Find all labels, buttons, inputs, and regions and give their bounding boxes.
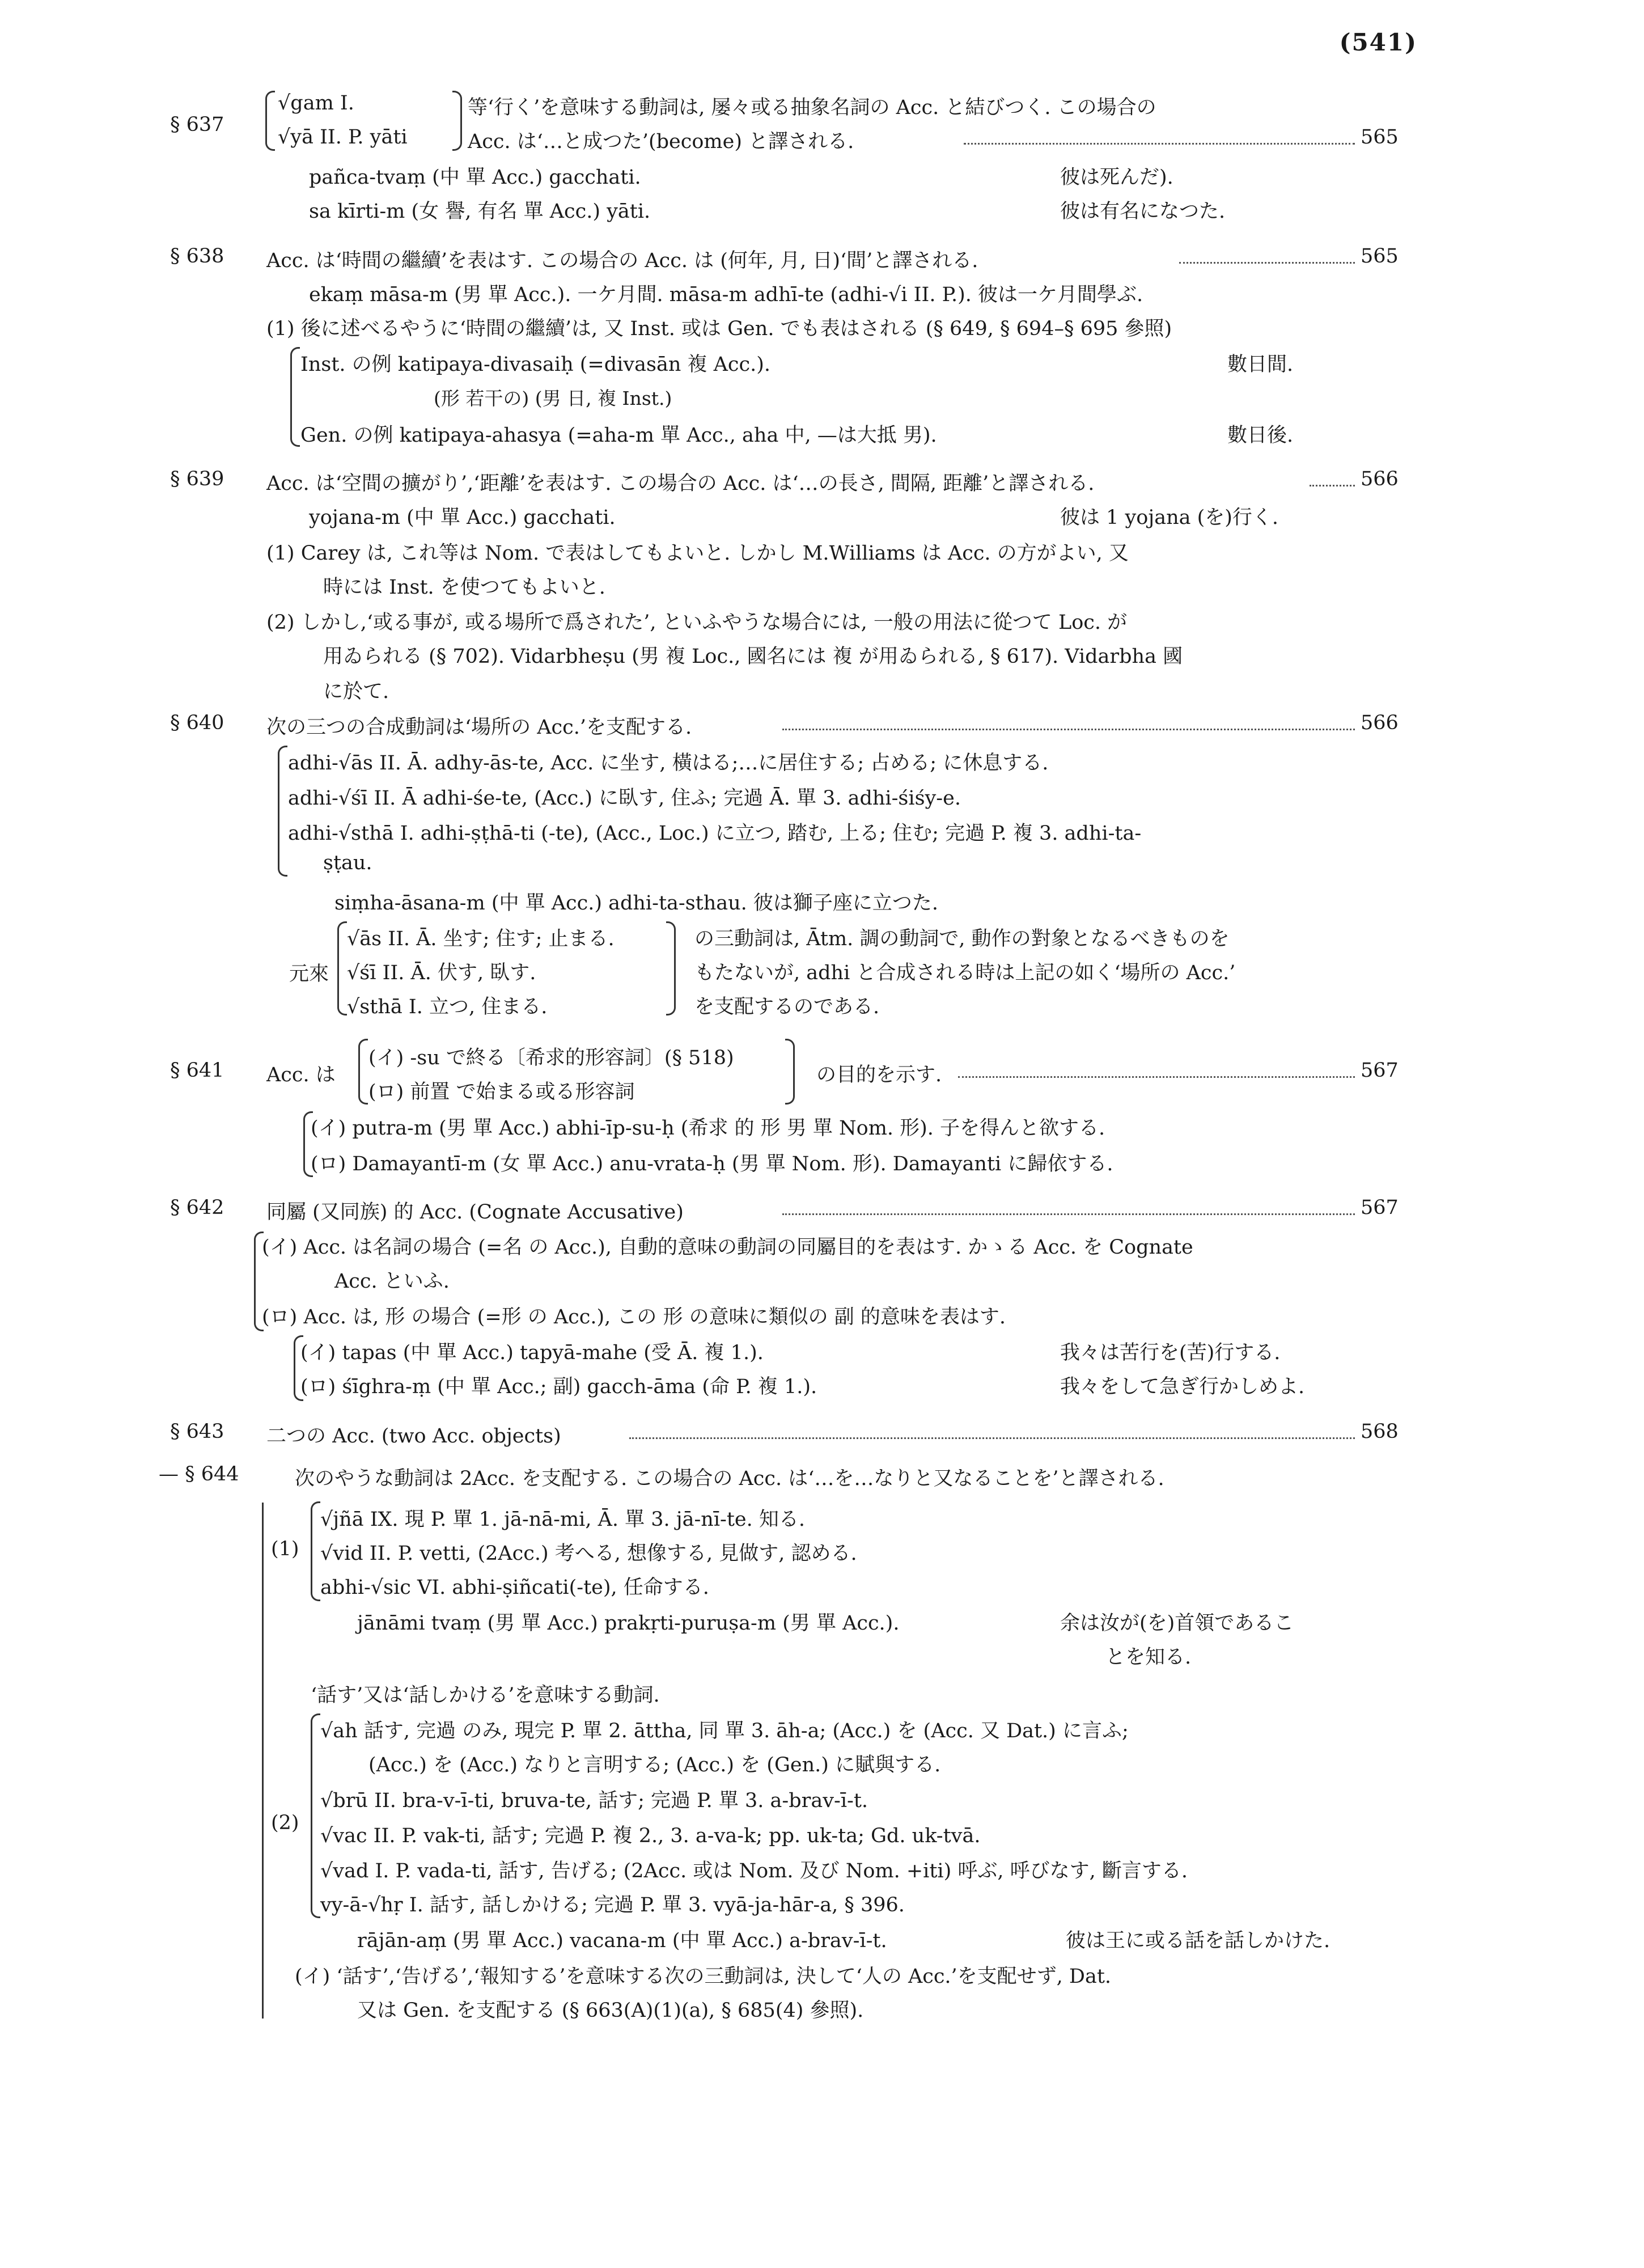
- page-number: (541): [1339, 28, 1417, 56]
- leader-dots: [1179, 262, 1355, 264]
- leader-dots: [964, 143, 1355, 145]
- verb-entry: adhi-√ās II. Ā. adhy-ās-te, Acc. に坐す, 橫はる;…に居住する; 占める; に休息する.: [288, 752, 1049, 775]
- note: (1) Carey は, これ等は Nom. で表はしてもよいと. しかし M.Williams は Acc. の方がよい, 又: [266, 542, 1129, 565]
- section-642-number: § 642: [170, 1196, 224, 1219]
- page-ref: 567: [1361, 1196, 1399, 1219]
- section-638-number: § 638: [170, 245, 224, 268]
- example: (ロ) śīghra-ṃ (中 單 Acc.; 副) gacch-āma (命 P. 複 1.).: [300, 1376, 817, 1398]
- note: (1) 後に述べるやうに‘時間の繼續’は, 又 Inst. 或は Gen. でも表はされる (§ 649, § 694–§ 695 參照): [266, 318, 1172, 340]
- example: ekaṃ māsa-m (男 單 Acc.). 一ケ月間. māsa-m adhī-te (adhi-√i II. P.). 彼は一ケ月間學ぶ.: [309, 284, 1143, 306]
- note: 時には Inst. を使つてもよいと.: [323, 576, 605, 599]
- brace: [785, 1039, 795, 1105]
- example: (イ) tapas (中 單 Acc.) tapyā-mahe (受 Ā. 複 1.).: [300, 1342, 764, 1364]
- leader-dots: [958, 1076, 1355, 1078]
- verb-entry: √ās II. Ā. 坐す; 住す; 止まる.: [347, 928, 615, 950]
- translation: 彼は王に或る話を話しかけた.: [1066, 1930, 1331, 1952]
- section-644-number: — § 644: [159, 1463, 239, 1486]
- example: siṃha-āsana-m (中 單 Acc.) adhi-ta-sthau. 彼は獅子座に立つた.: [334, 892, 939, 915]
- translation: 我々は苦行を(苦)行する.: [1060, 1342, 1281, 1364]
- note: (イ) ‘話す’,‘告げる’,‘報知する’を意味する次の三動詞は, 決して‘人の Acc.’を支配せず, Dat.: [295, 1965, 1112, 1988]
- verb-gam: √gam I.: [278, 92, 354, 115]
- brace: [452, 91, 462, 151]
- leader-dots: [782, 729, 1355, 730]
- verb-ya: √yā II. P. yāti: [278, 126, 408, 149]
- note: 又は Gen. を支配する (§ 663(A)(1)(a), § 685(4) 參照).: [357, 1999, 864, 2022]
- item: (イ) -su で終る〔希求的形容詞〕(§ 518): [368, 1047, 734, 1069]
- brace: [265, 91, 275, 151]
- brace: [311, 1713, 320, 1918]
- leader-dots: [782, 1213, 1355, 1215]
- item: Acc. といふ.: [334, 1270, 450, 1293]
- example: sa kīrti-m (女 譽, 有名 單 Acc.) yāti.: [309, 200, 651, 223]
- brace: [290, 347, 300, 447]
- translation: 數日後.: [1227, 424, 1294, 447]
- margin-bar: [262, 1503, 264, 2019]
- verb-entry: abhi-√sic VI. abhi-ṣiñcati(-te), 任命する.: [320, 1576, 709, 1599]
- leader-dots: [629, 1437, 1355, 1439]
- verb-entry: √vad I. P. vada-ti, 話す, 告げる; (2Acc. 或は Nom. 及び Nom. +iti) 呼ぶ, 呼びなす, 斷言する.: [320, 1860, 1188, 1882]
- translation: とを知る.: [1105, 1646, 1192, 1669]
- page-ref: 566: [1361, 468, 1399, 490]
- example: jānāmi tvaṃ (男 單 Acc.) prakṛti-puruṣa-m (男 單 Acc.).: [357, 1612, 900, 1635]
- subheading: ‘話す’又は‘話しかける’を意味する動詞.: [311, 1684, 660, 1707]
- page-ref: 566: [1361, 712, 1399, 734]
- section-637-number: § 637: [170, 113, 224, 136]
- verb-entry: adhi-√sthā I. adhi-ṣṭhā-ti (-te), (Acc., Loc.) に立つ, 踏む, 上る; 住む; 完過 P. 複 3. adhi-ta-: [288, 822, 1142, 845]
- verb-entry: √vid II. P. vetti, (2Acc.) 考へる, 想像する, 見做す, 認める.: [320, 1542, 857, 1565]
- translation: 數日間.: [1227, 353, 1294, 376]
- section-640-line1: 次の三つの合成動詞は‘場所の Acc.’を支配する.: [266, 716, 692, 739]
- verb-entry: (Acc.) を (Acc.) なりと言明する; (Acc.) を (Gen.) に賦與する.: [368, 1754, 941, 1776]
- gloss: (形 若干の) (男 日, 複 Inst.): [434, 387, 672, 409]
- section-643-line1: 二つの Acc. (two Acc. objects): [266, 1425, 561, 1448]
- example: Inst. の例 katipaya-divasaiḥ (=divasān 複 Acc.).: [300, 353, 770, 376]
- section-643-number: § 643: [170, 1420, 224, 1443]
- note: もたないが, adhi と合成される時は上記の如く‘場所の Acc.’: [694, 962, 1236, 984]
- verb-entry: √sthā I. 立つ, 住まる.: [347, 996, 548, 1018]
- page-ref: 565: [1361, 126, 1399, 149]
- verb-entry: adhi-√śī II. Ā adhi-śe-te, (Acc.) に臥す, 住ふ; 完過 Ā. 單 3. adhi-śiśy-e.: [288, 787, 961, 810]
- section-641-tail: の目的を示す.: [816, 1064, 942, 1086]
- section-642-line1: 同屬 (又同族) 的 Acc. (Cognate Accusative): [266, 1201, 684, 1224]
- example: yojana-m (中 單 Acc.) gacchati.: [309, 506, 616, 529]
- translation: 彼は 1 yojana (を)行く.: [1060, 506, 1279, 529]
- note: (2) しかし,‘或る事が, 或る場所で爲された’, といふやうな場合には, 一般の用法に從つて Loc. が: [266, 611, 1128, 634]
- example: (イ) putra-m (男 單 Acc.) abhi-īp-su-ḥ (希求 的 形 男 單 Nom. 形). 子を得んと欲する.: [311, 1117, 1105, 1140]
- verb-entry: √ah 話す, 完過 のみ, 現完 P. 單 2. āttha, 同 單 3. āh-a; (Acc.) を (Acc. 又 Dat.) に言ふ;: [320, 1720, 1129, 1742]
- section-638-line1: Acc. は‘時間の繼續’を表はす. この場合の Acc. は (何年, 月, 日)‘間’と譯される.: [266, 249, 978, 272]
- page-ref: 567: [1361, 1059, 1399, 1082]
- section-637-line1: 等‘行く’を意味する動詞は, 屡々或る抽象名詞の Acc. と結びつく. この場合の: [468, 96, 1156, 119]
- brace: [337, 921, 347, 1015]
- note: を支配するのである.: [694, 996, 880, 1018]
- brace: [311, 1501, 320, 1601]
- translation: 余は汝が(を)首領であるこ: [1060, 1612, 1294, 1635]
- item: (イ) Acc. は名詞の場合 (=名 の Acc.), 自動的意味の動詞の同屬目的を表はす. かゝる Acc. を Cognate: [262, 1236, 1193, 1259]
- example: pañca-tvaṃ (中 單 Acc.) gacchati.: [309, 166, 641, 189]
- example: rājān-aṃ (男 單 Acc.) vacana-m (中 單 Acc.) a-brav-ī-t.: [357, 1930, 887, 1952]
- translation: 彼は死んだ).: [1060, 166, 1173, 189]
- note: 用ゐられる (§ 702). Vidarbheṣu (男 複 Loc., 國名には 複 が用ゐられる, § 617). Vidarbha 國: [323, 645, 1183, 668]
- verb-entry: √brū II. bra-v-ī-ti, bruva-te, 話す; 完過 P. 單 3. a-brav-ī-t.: [320, 1789, 868, 1812]
- label: 元來: [289, 963, 329, 985]
- brace: [278, 746, 287, 877]
- section-641-number: § 641: [170, 1059, 224, 1082]
- group-label: (2): [271, 1812, 299, 1834]
- page-ref: 565: [1361, 245, 1399, 268]
- item: (ロ) 前置 で始まる或る形容詞: [368, 1081, 635, 1103]
- note: に於て.: [323, 680, 389, 703]
- section-639-line1: Acc. は‘空間の擴がり’,‘距離’を表はす. この場合の Acc. は‘…の長さ, 間隔, 距離’と譯される.: [266, 472, 1095, 495]
- note: の三動詞は, Ātm. 調の動詞で, 動作の對象となるべきものを: [694, 928, 1230, 950]
- section-637-line2: Acc. は‘…と成つた’(become) と譯される.: [468, 130, 854, 153]
- group-label: (1): [271, 1538, 299, 1560]
- verb-entry: vy-ā-√hṛ I. 話す, 話しかける; 完過 P. 單 3. vyā-ja-hār-a, § 396.: [320, 1894, 905, 1916]
- item: (ロ) Acc. は, 形 の場合 (=形 の Acc.), この 形 の意味に類似の 副 的意味を表はす.: [262, 1306, 1006, 1328]
- example: Gen. の例 katipaya-ahasya (=aha-m 單 Acc., aha 中, —は大抵 男).: [300, 424, 937, 447]
- section-644-line1: 次のやうな動詞は 2Acc. を支配する. この場合の Acc. は‘…を…なりと又なることを’と譯される.: [295, 1467, 1164, 1490]
- example: (ロ) Damayantī-m (女 單 Acc.) anu-vrata-ḥ (男 單 Nom. 形). Damayanti に歸依する.: [311, 1153, 1113, 1175]
- section-641-lead: Acc. は: [266, 1064, 336, 1086]
- brace: [666, 921, 676, 1015]
- brace: [358, 1039, 368, 1105]
- verb-entry: √jñā IX. 現 P. 單 1. jā-nā-mi, Ā. 單 3. jā-nī-te. 知る.: [320, 1508, 806, 1531]
- verb-entry: √vac II. P. vak-ti, 話す; 完過 P. 複 2., 3. a-va-k; pp. uk-ta; Gd. uk-tvā.: [320, 1825, 981, 1847]
- verb-entry: √śī II. Ā. 伏す, 臥す.: [347, 962, 536, 984]
- section-640-number: § 640: [170, 712, 224, 734]
- page-ref: 568: [1361, 1420, 1399, 1443]
- translation: 彼は有名になつた.: [1060, 200, 1226, 223]
- leader-dots: [1310, 485, 1355, 486]
- verb-entry: ṣṭau.: [323, 852, 372, 874]
- section-639-number: § 639: [170, 468, 224, 490]
- translation: 我々をして急ぎ行かしめよ.: [1060, 1376, 1305, 1398]
